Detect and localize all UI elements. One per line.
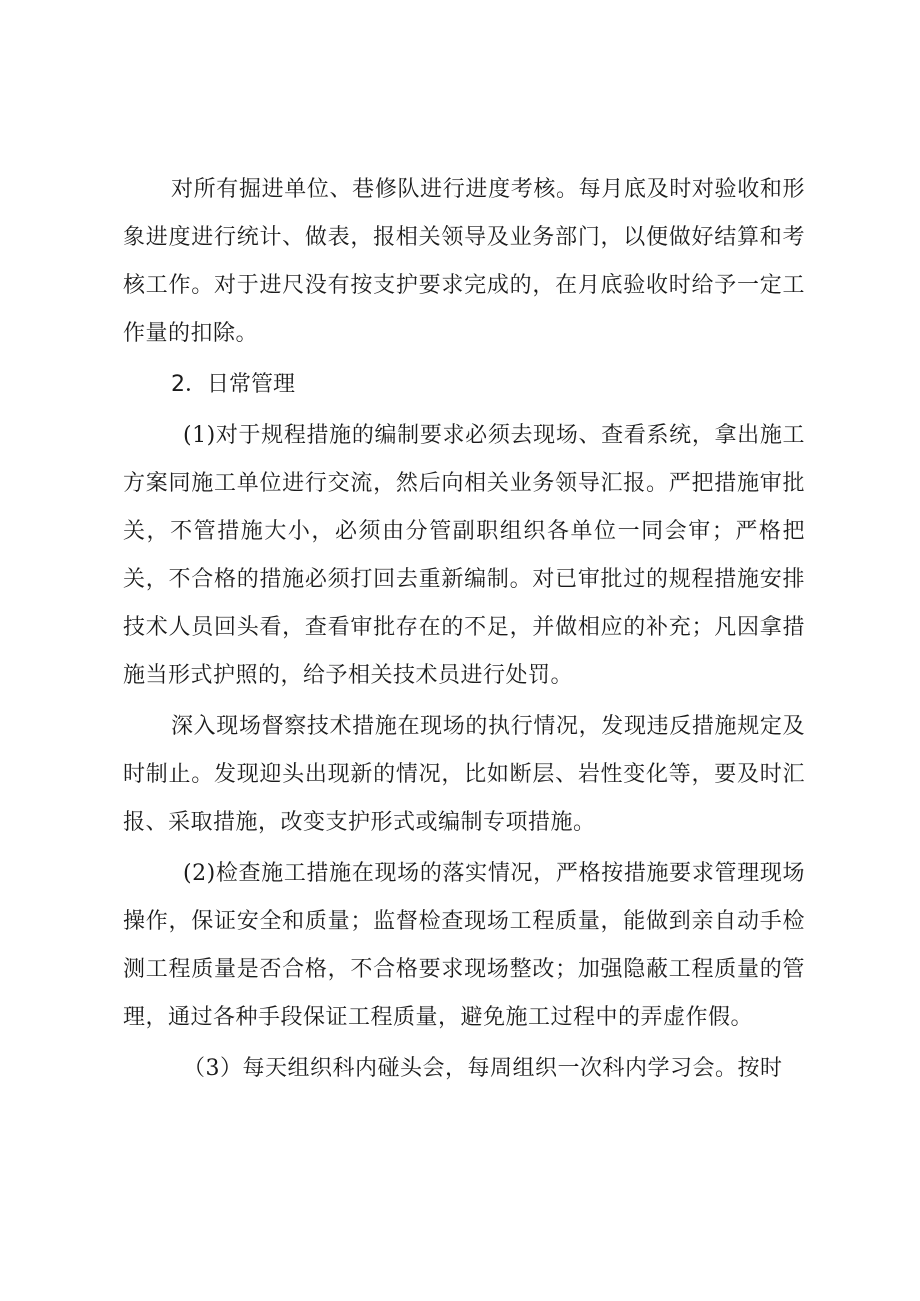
paragraph-item-1-regulations: (1)对于规程措施的编制要求必须去现场、查看系统，拿出施工方案同施工单位进行交流，然后向相关业务领导汇报。严把措施审批关，不管措施大小，必须由分管副职组织各单位一同会审；严格把关，不合格的措施必须打回去重新编制。对已审批过的规程措施安排技术人员回头看，查看审批存在的不足，并做相应的补充；凡因拿措施当形式护照的，给予相关技术员进行处罚。 — [123, 423, 805, 688]
document-body — [123, 166, 805, 1093]
section-heading-daily-management: 2．日常管理 — [171, 372, 295, 397]
paragraph-item-3-meetings: （3）每天组织科内碰头会，每周组织一次科内学习会。按时 — [183, 1056, 783, 1081]
paragraph-progress-assessment: 对所有掘进单位、巷修队进行进度考核。每月底及时对验收和形象进度进行统计、做表，报相关领导及业务部门，以便做好结算和考核工作。对于进尺没有按支护要求完成的，在月底验收时给予一定工作量的扣除。 — [123, 177, 805, 346]
paragraph-item-2-quality: (2)检查施工措施在现场的落实情况，严格按措施要求管理现场操作，保证安全和质量；监督检查现场工程质量，能做到亲自动手检测工程质量是否合格，不合格要求现场整改；加强隐蔽工程质量的管理，通过各种手段保证工程质量，避免施工过程中的弄虚作假。 — [123, 861, 805, 1030]
paragraph-site-supervision: 深入现场督察技术措施在现场的执行情况，发现违反措施规定及时制止。发现迎头出现新的情况，比如断层、岩性变化等，要及时汇报、采取措施，改变支护形式或编制专项措施。 — [123, 714, 805, 835]
